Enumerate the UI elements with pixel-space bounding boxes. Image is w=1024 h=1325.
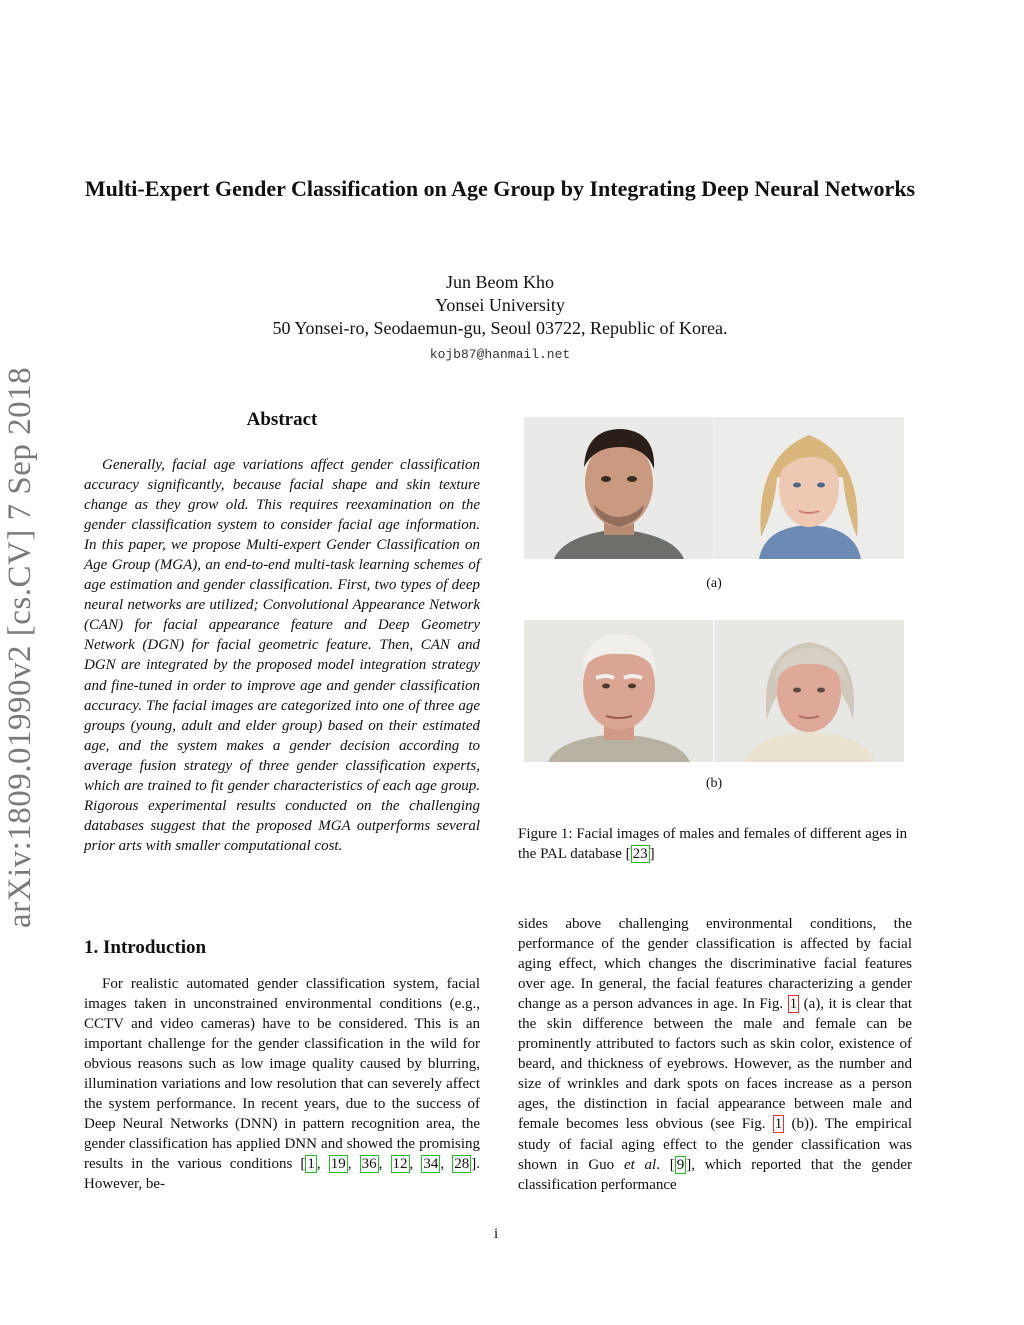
citation-link[interactable]: 36 (361, 1156, 377, 1173)
paper-title: Multi-Expert Gender Classification on Age Group by Integrating Deep Neural Networks (84, 176, 916, 201)
figure-1b-label: (b) (705, 776, 723, 791)
face-elder-female-image (715, 620, 904, 762)
face-young-male-image (524, 417, 713, 559)
figure-1b-images (524, 620, 904, 762)
author-affiliation: Yonsei University (435, 295, 565, 315)
citation-link[interactable]: 23 (632, 846, 648, 862)
col2-text-3: (b)). The empirical study of facial aging effect to the gender classification was shown in Guo (518, 1116, 912, 1173)
citation-link[interactable]: 1 (307, 1156, 315, 1173)
author-address: 50 Yonsei-ro, Seodaemun-gu, Seoul 03722, Republic of Korea. (272, 318, 728, 338)
face-elder-male-image (524, 620, 713, 762)
face-young-female-image (715, 417, 904, 559)
abstract-heading: Abstract (246, 409, 318, 430)
author-block (160, 271, 840, 366)
figure-1-caption (518, 824, 914, 864)
introduction-text: For realistic automated gender classification system, facial images taken in unconstrained environmental conditions (e.g., CCTV and video cameras) have to be considered. This is an important challenge for the gender classification in the wild for obvious reasons such as low image quality caused by blurring, illumination variations and low resolution that can severely affect the system performance. In recent years, due to the success of Deep Neural Networks (DNN) in pattern recognition area, the gender classification has applied DNN and showed the promising results in the various conditions [ 1 , 19 , 36 , 12 , 34 , 28 ]. However, be- (84, 976, 481, 1193)
caption-end: ] (649, 846, 655, 862)
citation-link[interactable]: 34 (423, 1156, 439, 1173)
citation-link[interactable]: 12 (392, 1156, 408, 1173)
abstract-text: Generally, facial age variations affect gender classification accuracy significantly, because facial shape and skin texture change as they grow old. This requires reexamination on the gender classification system to consider facial age information. In this paper, we propose Multi-expert Gender Classification on Age Group (MGA), an end-to-end multi-task learning schemes of age estimation and gender classification. First, two types of deep neural networks are utilized; Convolutional Appearance Network (CAN) for facial appearance feature and Deep Geometry Network (DGN) for facial geometric feature. Then, CAN and DGN are integrated by the proposed model integration strategy and fine-tuned in order to improve age and gender classification accuracy. The facial images are categorized into one of three age groups (young, adult and elder group) based on their estimated age, and the system makes a gender decision according to average fusion strategy of three gender classification experts, which are trained to fit gender characteristics of each age group. Rigorous experimental results conducted on the challenging databases suggest that the proposed MGA outperforms several prior arts with smaller computational cost. (84, 457, 480, 854)
figure-1a-images (524, 417, 904, 559)
figure-ref-link[interactable]: 1 (774, 1116, 783, 1133)
column-2-text (518, 914, 912, 1195)
citation-link[interactable]: 28 (454, 1156, 470, 1173)
citation-link[interactable]: 19 (330, 1156, 346, 1173)
figure-1a-label: (a) (706, 576, 722, 591)
arxiv-stamp: arXiv:1809.01990v2 [cs.CV] 7 Sep 2018 (2, 366, 38, 928)
citation-link[interactable]: 9 (676, 1156, 685, 1173)
intro-text-after: ]. However, be- (84, 1156, 481, 1193)
figure-ref-link[interactable]: 1 (789, 996, 798, 1013)
col2-text-1: sides above challenging environmental conditions, the performance of the gender classification is affected by facial aging effect, which changes the discriminative facial features over age. In general, the facial features characterizing a gender change as a person advances in age. In Fig. (518, 916, 912, 1013)
author-name: Jun Beom Kho (446, 272, 554, 292)
col2-text-4: . [ (656, 1156, 675, 1173)
col2-text-2: (a), it is clear that the skin difference between the male and female can be prominently attributed to factors such as skin color, existence of beard, and thickness of eyebrows. However, as the number and size of wrinkles and dark spots on faces increase as a person ages, the distinction in facial appearance between male and female becomes less obvious (see Fig. (518, 996, 912, 1133)
intro-text-before: For realistic automated gender classification system, facial images taken in unconstrained environmental conditions (e.g., CCTV and video cameras) have to be considered. This is an important challenge for the gender classification in the wild for obvious reasons such as low image quality caused by blurring, illumination variations and low resolution that can severely affect the system performance. In recent years, due to the success of Deep Neural Networks (DNN) in pattern recognition area, the gender classification has applied DNN and showed the promising results in the various conditions [ (84, 976, 480, 1173)
page-number: i (494, 1226, 499, 1242)
author-email[interactable]: kojb87@hanmail.net (429, 347, 571, 362)
col2-etal: et al (623, 1156, 657, 1173)
introduction-heading: 1. Introduction (84, 937, 207, 958)
caption-text: Figure 1: Facial images of males and females of different ages in the PAL database [ (518, 826, 908, 862)
col2-text-5: ], which reported that the gender classification performance (518, 1156, 913, 1193)
